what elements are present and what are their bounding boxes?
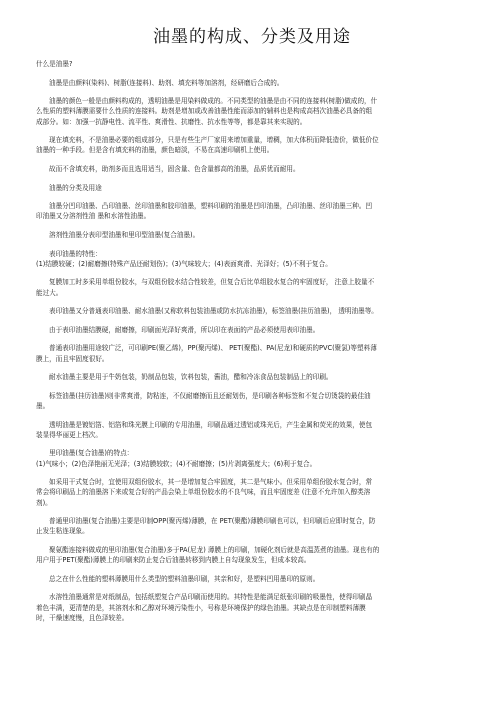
- paragraph-line: 剂)。: [36, 498, 52, 507]
- paragraph-line: 耐水油墨主要是用于牛奶包装，奶制品包装，饮料包装，酱油，醋和冷冻食品包装制品上的印刷。: [49, 373, 333, 382]
- paragraph-line: 能过大。: [36, 288, 63, 297]
- paragraph-line: 水溶性油墨通常是对纸制品，包括纸塑复合产品印刷而使用的。其特性是能满足纸张印刷的吸墨性，使得印刷晶: [49, 593, 373, 602]
- paragraph-line: 常会将印刷品上的油墨溶下来或复合好的产品会染上单组份胶水的不良气味，而且牢固度差 (注意不允许加入醇类溶: [36, 488, 371, 497]
- paragraph: [36, 306, 468, 316]
- paragraph: [36, 448, 468, 468]
- paragraph-line: 膜上，而且牢固度很好。: [36, 354, 109, 363]
- paragraph-line: 时，干燥速度慢，且色泽较差。: [36, 613, 129, 622]
- paragraph-line: 复膜加工时多采用单组份胶水，与双组份胶水结合性较差，但复合后比单组胶水复合的牢固度好， 注意上胶量不: [49, 278, 375, 287]
- paragraph-line: 装显得华丽更上档次。: [36, 430, 102, 439]
- paragraph-line: 墨。: [36, 401, 50, 410]
- paragraph-line: 印油墨又分溶剂性油 墨和水溶性油墨。: [36, 212, 151, 221]
- paragraph-line: 里印油墨(复合油墨)的特点：: [49, 449, 134, 458]
- paragraph: [36, 343, 468, 363]
- paragraph: [36, 78, 468, 88]
- paragraph: [36, 477, 468, 508]
- paragraph-line: 现在填充料，不是油墨必要的组成部分，只是有些生产厂家用来增加重量，增稠，加大体积而降低造价，做低价位: [49, 136, 379, 145]
- paragraph-line: 故而不含填充料，助剂多而且选用适当，固含量、色含量都高的油墨，品质优而耐用。: [49, 164, 300, 173]
- paragraph: [36, 249, 468, 269]
- paragraph-line: 着色丰满，更清楚的是，其溶剂水和乙醇对环境污染性小，号称是环境保护的绿色油墨。其缺点是在印制塑料薄膜: [36, 603, 366, 612]
- paragraph-line: 成部分。如：加强一抗静电性、流平性、爽滑性、抗磨性、抗水性等等，都是靠其来实现的。: [36, 117, 307, 126]
- paragraph: [36, 201, 468, 221]
- paragraph-line: 表印油墨的特性：: [49, 249, 102, 258]
- paragraph-line: 普通里印油墨(复合油墨)主要是印制OPP(聚丙烯)薄膜，在 PET(聚酯)薄膜印刷也可以，但印刷后应即时复合，防: [49, 517, 376, 526]
- paragraph-line: (1)结膜较硬；(2)耐磨擦(特殊产品还耐划伤)；(3)气味较大；(4)表面爽滑、光泽好；(5)不利于复合。: [36, 259, 332, 268]
- paragraph: [36, 372, 468, 382]
- paragraph-line: 总之在什么性能的塑料薄膜用什么类型的塑料油墨印刷，其亲和好，是塑料凹用墨印的原则。: [49, 574, 320, 583]
- paragraph-line: 什么是油墨?: [36, 60, 73, 68]
- paragraph-line: 标签油墨(挂历油墨)则非常爽滑，防粘连，不仅耐磨擦而且还耐划伤，是印刷各种标签和不复合切烫袋的最佳油: [49, 391, 371, 400]
- paragraph: [36, 96, 468, 127]
- paragraph: [36, 183, 468, 193]
- paragraph-line: 油墨的分类及用途: [49, 183, 102, 192]
- paragraph-line: 油墨是由颜料(染料)、树脂(连接料)、助剂、填充料等加溶剂，经研磨后合成的。: [49, 78, 284, 87]
- paragraph-line: 溶剂性油墨分表印型油墨和里印型油墨(复合油墨)。: [49, 230, 200, 239]
- paragraph-line: 如采用干式复合时，宜使用双组份胶水，其一是增加复合牢固度，其二是气味小。但采用单组份胶水复合时，常: [49, 478, 373, 487]
- paragraph-line: 表印油墨又分普通表印油墨、耐水油墨(又称软料包装油墨或防水抗冻油墨)，标签油墨(挂历油墨)， 透明油墨等。: [49, 307, 378, 316]
- paragraph: [36, 325, 468, 335]
- paragraph: [36, 230, 468, 240]
- paragraph: [36, 164, 468, 174]
- paragraph-line: 聚氨酯连接料做成的里印油墨(复合油墨)多于PA(尼龙) 薄膜上的印刷，加硬化剂后就是高温蒸煮的油墨。现也有的: [49, 545, 380, 554]
- paragraph-line: (1)气味小；(2)色泽艳丽无光泽；(3)结膜较软；(4)不耐磨擦；(5)片剥离强度大；(6)利于复合。: [36, 459, 317, 468]
- paragraph-line: 止发生粘连现象。: [36, 527, 89, 536]
- paragraph: [36, 59, 468, 69]
- page-title: 油墨的构成、分类及用途: [153, 27, 351, 47]
- paragraph-line: 用户用于PET(聚酯)薄膜上的印刷来防止复合后油墨转移到内膜上自勾现象发生，但成本较高。: [36, 556, 311, 565]
- paragraph: [36, 545, 468, 565]
- paragraph: [36, 592, 468, 623]
- paragraph-line: 油墨分凹印油墨、凸印油墨、丝印油墨和胶印油墨，塑料印刷的油墨是凹印油墨，凸印油墨、丝印油墨三种。凹: [49, 202, 373, 211]
- paragraph-line: 油墨的一种手段。但是含有填充料的油墨，颜色暗淡，不易在高速印刷机上使用。: [36, 146, 274, 155]
- paragraph: [36, 420, 468, 440]
- paragraph: [36, 516, 468, 536]
- paragraph-line: 由于表印油墨结膜硬，耐磨擦，印刷面光泽好爽滑，所以印在表面的产品必须使用表印油墨。: [49, 325, 320, 334]
- paragraph: [36, 277, 468, 297]
- paragraph-line: 么性质的塑料薄膜需要什么性质的连接料。助剂是增加或改善油墨性能而添加的辅料也是构成高档次油墨必具备的组: [36, 107, 373, 116]
- document-body: [36, 59, 468, 623]
- paragraph: [36, 574, 468, 584]
- paragraph: [36, 135, 468, 155]
- paragraph-line: 普通表印油墨用途较广泛，可印刷PE(聚乙烯)，PP(聚丙烯)、 PET(聚酯)、PA(尼龙)和硬质的PVC(聚氯)等塑料薄: [49, 344, 377, 353]
- paragraph: [36, 391, 468, 411]
- paragraph-line: 透明油墨是镀铝箔、铝箔和珠光膜上印刷的专用油墨，印刷品通过透铝或珠光后，产生金属和荧光的效果，使包: [49, 420, 373, 429]
- paragraph-line: 油墨的颜色一般是由颜料构成的，透明油墨是用染料做成的。不同类型的油墨是由不同的连接料(树脂)做成的，什: [49, 97, 378, 106]
